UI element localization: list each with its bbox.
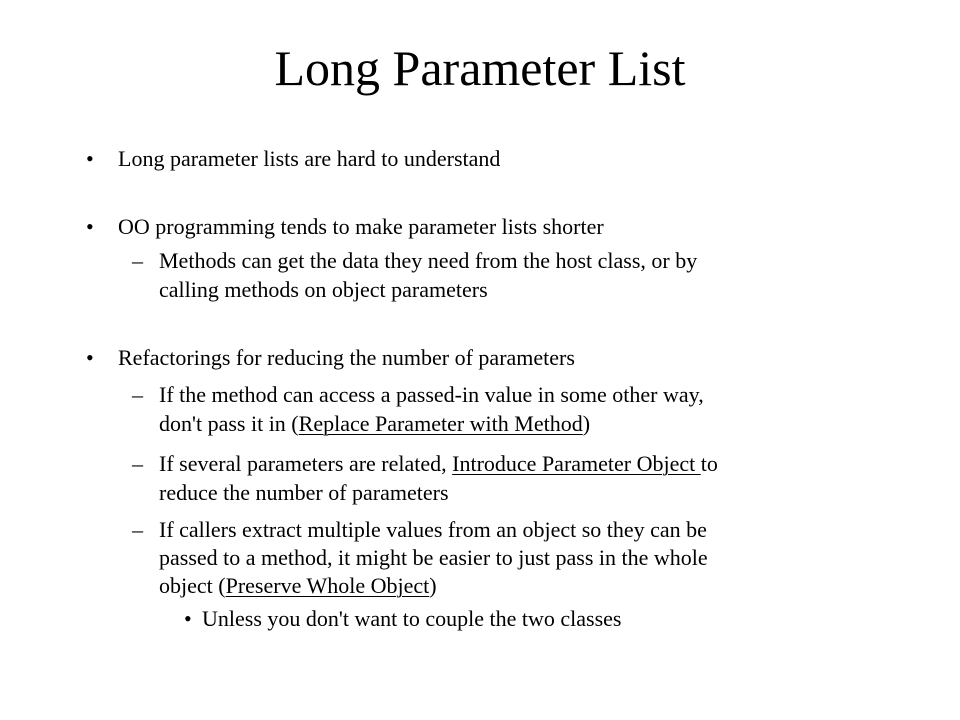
text-segment: object ( [159, 573, 226, 598]
text-segment: ) [429, 573, 437, 598]
bullet-3-sub-3-line-3 [159, 572, 437, 599]
text-segment: ) [582, 411, 591, 436]
refactoring-link-replace-parameter-with-method[interactable]: Replace Parameter with Method [298, 411, 583, 436]
dash-marker: – [132, 451, 143, 476]
bullet-marker: • [184, 606, 192, 631]
bullet-2-sub-1-line-1: Methods can get the data they need from the host class, or by [159, 248, 698, 273]
bullet-3-sub-3-sub-1-text: Unless you don't want to couple the two classes [202, 606, 622, 631]
bullet-3-sub-2-line-1 [159, 450, 718, 477]
dash-marker: – [132, 382, 143, 407]
bullet-1-text: Long parameter lists are hard to understand [118, 146, 501, 171]
bullet-marker: • [86, 214, 94, 239]
bullet-3-sub-3-line-1: If callers extract multiple values from an object so they can be [159, 517, 707, 542]
bullet-marker: • [86, 146, 94, 171]
text-segment: If several parameters are related, [159, 451, 453, 476]
bullet-2-sub-1-line-2: calling methods on object parameters [159, 277, 488, 302]
refactoring-link-introduce-parameter-object[interactable]: Introduce Parameter Object [452, 451, 701, 476]
bullet-3-sub-2-line-2: reduce the number of parameters [159, 480, 449, 505]
bullet-3-sub-1-line-1: If the method can access a passed-in value in some other way, [159, 382, 704, 407]
refactoring-link-preserve-whole-object[interactable]: Preserve Whole Object [225, 573, 430, 598]
bullet-3-sub-3-line-2: passed to a method, it might be easier to just pass in the whole [159, 545, 708, 570]
slide-title: Long Parameter List [274, 40, 686, 96]
text-segment: don't pass it in ( [159, 411, 299, 436]
bullet-2-text: OO programming tends to make parameter lists shorter [118, 214, 604, 239]
bullet-3-text: Refactorings for reducing the number of parameters [118, 345, 575, 370]
bullet-3-sub-1-line-2 [159, 410, 590, 437]
bullet-marker: • [86, 345, 94, 370]
text-segment: to [700, 451, 718, 476]
dash-marker: – [132, 517, 143, 542]
dash-marker: – [132, 248, 143, 273]
